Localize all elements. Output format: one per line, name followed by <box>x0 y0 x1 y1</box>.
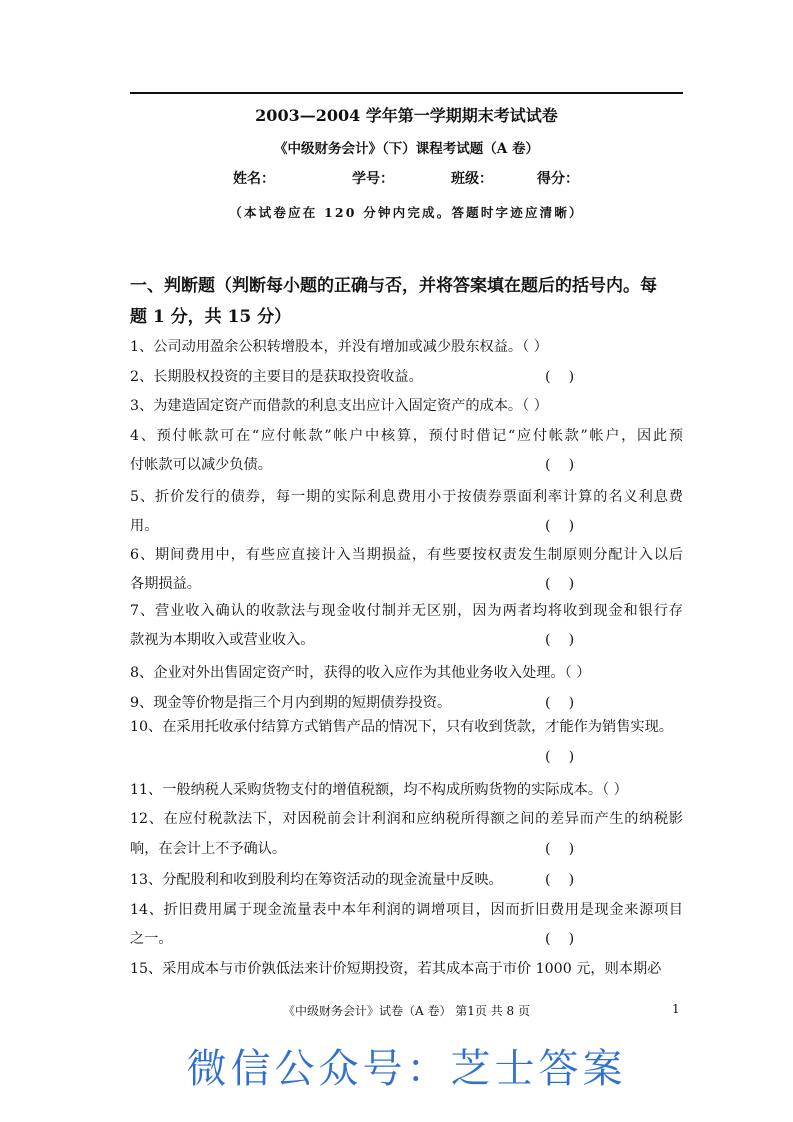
question-line: 13、分配股利和收到股利均在筹资活动的现金流量中反映。 <box>130 872 503 888</box>
answer-brackets: ( ) <box>545 841 575 857</box>
question-line: 8、企业对外出售固定资产时，获得的收入应作为其他业务收入处理。（ ） <box>130 665 591 681</box>
question-line: 9、现金等价物是指三个月内到期的短期债券投资。 <box>130 695 452 711</box>
answer-brackets: ( ) <box>545 749 575 765</box>
question-line: 款视为本期收入或营业收入。 <box>130 632 315 648</box>
exam-subtitle: 《中级财务会计》（下）课程考试题（A 卷） <box>274 141 539 157</box>
page-footer: 《中级财务会计》试卷（A 卷） 第1页 共 8 页 <box>282 1004 530 1018</box>
question-line: 之一。 <box>130 931 173 947</box>
header-rule <box>130 92 683 94</box>
question-line: 14、折旧费用属于现金流量表中本年利润的调增项目，因而折旧费用是现金来源项目 <box>130 902 683 918</box>
watermark: 微信公众号：芝士答案 <box>186 1046 627 1092</box>
answer-brackets: ( ) <box>545 872 575 888</box>
exam-title: 2003—2004 学年第一学期期末考试试卷 <box>255 106 558 125</box>
question-line: 4、预付帐款可在“应付帐款”帐户中核算，预付时借记“应付帐款”帐户，因此预 <box>130 428 683 444</box>
answer-brackets: ( ) <box>545 518 575 534</box>
exam-note: （本试卷应在 120 分钟内完成。答题时字迹应清晰） <box>229 205 584 220</box>
field-name: 姓名： <box>233 171 275 187</box>
field-student-id: 学号： <box>352 171 394 187</box>
answer-brackets: ( ) <box>545 457 575 473</box>
question-line: 3、为建造固定资产而借款的利息支出应计入固定资产的成本。（ ） <box>130 398 548 414</box>
question-line: 7、营业收入确认的收款法与现金收付制并无区别，因为两者均将收到现金和银行存 <box>130 603 683 619</box>
answer-brackets: ( ) <box>545 632 575 648</box>
question-line: 用。 <box>130 518 159 534</box>
question-line: 各期损益。 <box>130 576 201 592</box>
question-line: 1、公司动用盈余公积转增股本，并没有增加或减少股东权益。（ ） <box>130 339 548 355</box>
question-line: 12、在应付税款法下，对因税前会计利润和应纳税所得额之间的差异而产生的纳税影 <box>130 811 683 827</box>
question-line: 2、长期股权投资的主要目的是获取投资收益。 <box>130 369 423 385</box>
question-line: 6、期间费用中，有些应直接计入当期损益，有些要按权责发生制原则分配计入以后 <box>130 547 683 563</box>
question-line: 15、采用成本与市价孰低法来计价短期投资，若其成本高于市价 1000 元，则本期必 <box>130 961 662 977</box>
answer-brackets: ( ) <box>545 576 575 592</box>
question-line: 11、一般纳税人采购货物支付的增值税额，均不构成所购货物的实际成本。（ ） <box>130 782 628 798</box>
section-heading-cont: 题 1 分，共 15 分） <box>130 307 292 327</box>
question-line: 10、在采用托收承付结算方式销售产品的情况下，只有收到货款，才能作为销售实现。 <box>130 719 673 735</box>
answer-brackets: ( ) <box>545 695 575 711</box>
page-number: 1 <box>672 1002 680 1016</box>
field-class: 班级： <box>451 171 493 187</box>
answer-brackets: ( ) <box>545 931 575 947</box>
question-line: 响，在会计上不予确认。 <box>130 841 287 857</box>
question-line: 5、折价发行的债券，每一期的实际利息费用小于按债券票面利率计算的名义利息费 <box>130 489 683 505</box>
question-line: 付帐款可以减少负债。 <box>130 457 272 473</box>
answer-brackets: ( ) <box>545 369 575 385</box>
section-heading: 一、判断题（判断每小题的正确与否，并将答案填在题后的括号内。每 <box>130 276 657 296</box>
field-score: 得分： <box>537 171 579 187</box>
